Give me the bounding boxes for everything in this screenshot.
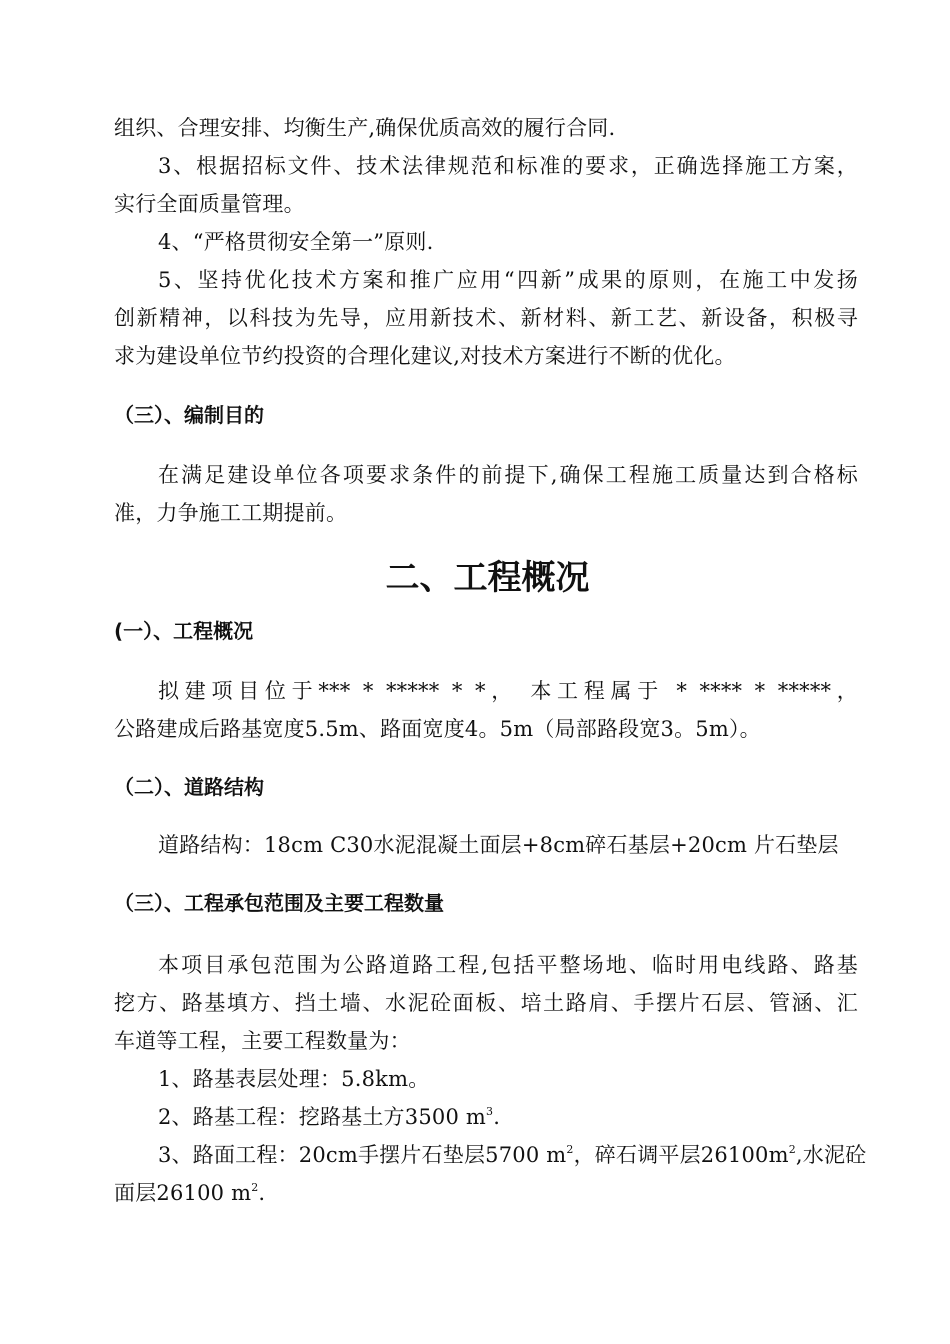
list-item [158, 1140, 867, 1170]
list-item-end: . [258, 1181, 266, 1205]
subheading-purpose: （三）、编制目的 [114, 403, 264, 427]
paragraph-line: 准，力争施工工期提前。 [114, 501, 348, 525]
list-item-text: 2、路基工程：挖路基土方3500 m [158, 1105, 486, 1129]
superscript: 3 [486, 1105, 494, 1118]
list-item-text: 面层26100 m [114, 1181, 252, 1205]
paragraph-line: 道路结构：18cm C30水泥混凝土面层+8cm碎石基层+20cm 片石垫层 [158, 833, 839, 857]
list-item-continuation [114, 1178, 265, 1208]
paragraph-line: 公路建成后路基宽度5.5m、路面宽度4。5m（局部路段宽3。5m）。 [114, 717, 761, 741]
subheading-structure: （二）、道路结构 [114, 775, 264, 799]
superscript: 2 [788, 1143, 796, 1156]
paragraph-line: 实行全面质量管理。 [114, 192, 305, 216]
list-item-text: 3、路面工程：20cm手摆片石垫层5700 m [158, 1143, 567, 1167]
list-item: 1、路基表层处理：5.8km。 [158, 1067, 430, 1091]
paragraph-line: 3、根据招标文件、技术法律规范和标准的要求，正确选择施工方案， [158, 154, 858, 178]
subheading-scope: （三）、工程承包范围及主要工程数量 [114, 891, 444, 915]
subheading-overview: (一）、工程概况 [114, 619, 254, 643]
paragraph-line: 5、坚持优化技术方案和推广应用“四新”成果的原则，在施工中发扬 [158, 268, 858, 292]
paragraph-line: 创新精神，以科技为先导，应用新技术、新材料、新工艺、新设备，积极寻 [114, 306, 858, 330]
list-item-end: . [493, 1105, 501, 1129]
paragraph-line: 本项目承包范围为公路道路工程,包括平整场地、临时用电线路、路基 [158, 953, 858, 977]
superscript: 2 [566, 1143, 574, 1156]
paragraph-line: 车道等工程，主要工程数量为： [114, 1029, 411, 1053]
list-item-text: ,水泥砼 [795, 1143, 867, 1167]
section-title: 二、工程概况 [385, 558, 590, 598]
paragraph-line: 求为建设单位节约投资的合理化建议,对技术方案进行不断的优化。 [114, 344, 736, 368]
list-item [158, 1102, 500, 1132]
paragraph-line: 拟建项目位于*** * ***** * *， 本工程属于 * **** * *****， [158, 679, 858, 703]
paragraph-line: 组织、合理安排、均衡生产,确保优质高效的履行合同. [114, 116, 616, 140]
paragraph-line: 在满足建设单位各项要求条件的前提下,确保工程施工质量达到合格标 [158, 463, 858, 487]
list-item-text: ，碎石调平层26100m [573, 1143, 789, 1167]
paragraph-line: 4、“严格贯彻安全第一”原则. [158, 230, 434, 254]
paragraph-line: 挖方、路基填方、挡土墙、水泥砼面板、培土路肩、手摆片石层、管涵、汇 [114, 991, 858, 1015]
superscript: 2 [251, 1181, 259, 1194]
